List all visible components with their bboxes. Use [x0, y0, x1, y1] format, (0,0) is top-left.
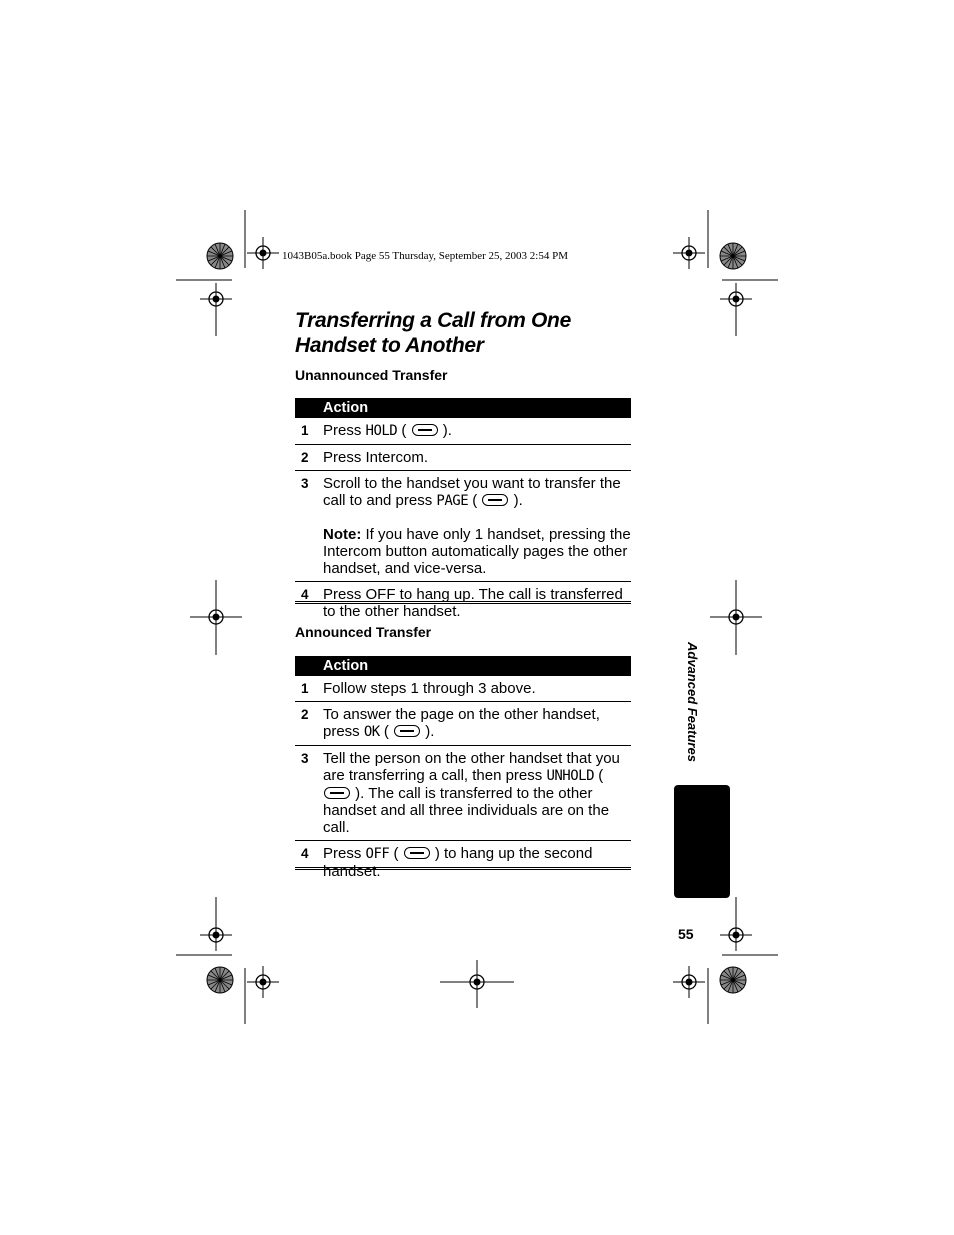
column-header-action: Action: [323, 398, 631, 418]
announced-steps-table: [295, 656, 631, 884]
table-end-rule: [295, 601, 631, 604]
section-heading-announced: Announced Transfer: [295, 624, 432, 640]
lcd-softkey-label: HOLD: [365, 423, 398, 439]
step-text: Press Intercom.: [323, 445, 631, 471]
table-row: [295, 702, 631, 746]
table-row: [295, 676, 631, 702]
softkey-icon: [412, 424, 438, 436]
section-heading-unannounced: Unannounced Transfer: [295, 367, 448, 383]
lcd-softkey-label: OFF: [365, 846, 390, 862]
page-title: Transferring a Call from One Handset to Another: [295, 309, 571, 357]
step-text: Press OFF ( ) to hang up the second handset.: [323, 845, 593, 880]
column-header-action: Action: [323, 656, 631, 676]
lcd-softkey-label: UNHOLD: [546, 768, 595, 784]
step-number: 3: [295, 746, 323, 841]
step-number: 1: [295, 418, 323, 445]
softkey-icon: [394, 725, 420, 737]
step-text: Press HOLD ( ).: [323, 418, 631, 445]
table-row: [295, 418, 631, 445]
step-text: Tell the person on the other handset that you are transferring a call, then press UNHOLD ( ). The call is transferred to the other handset and all three individuals are on the call.: [323, 746, 631, 841]
step-text: Follow steps 1 through 3 above.: [323, 676, 631, 702]
step-note: Note: If you have only 1 handset, pressing the Intercom button automatically pages the other handset, and vice-versa.: [323, 526, 631, 577]
softkey-icon: [404, 847, 430, 859]
table-row: [295, 841, 631, 885]
step-number: 4: [301, 587, 309, 602]
table-row: [295, 746, 631, 841]
table-row: [295, 471, 631, 582]
table-end-rule: [295, 867, 631, 870]
step-number: 3: [295, 471, 323, 582]
step-text: Scroll to the handset you want to transfer the call to and press PAGE ( ). Note: If you have only 1 handset, pressing the Intercom button automatically pages the other handset, and vice-versa.: [323, 471, 631, 582]
step-number: 2: [295, 702, 323, 746]
table-row: [295, 445, 631, 471]
chapter-side-label: Advanced Features: [685, 642, 700, 762]
unannounced-steps-table: [295, 398, 631, 624]
step-number: 1: [295, 676, 323, 702]
page-number: 55: [678, 926, 694, 942]
softkey-icon: [324, 787, 350, 799]
softkey-icon: [482, 494, 508, 506]
step-text: To answer the page on the other handset, press OK ( ).: [323, 702, 631, 746]
file-info-header: 1043B05a.book Page 55 Thursday, September 25, 2003 2:54 PM: [282, 250, 568, 262]
lcd-softkey-label: PAGE: [436, 493, 469, 509]
step-number: 4: [301, 846, 309, 861]
step-number: 2: [295, 445, 323, 471]
step-text: Press OFF to hang up. The call is transferred to the other handset.: [323, 586, 623, 620]
chapter-thumb-tab: [674, 785, 730, 898]
lcd-softkey-label: OK: [363, 724, 380, 740]
